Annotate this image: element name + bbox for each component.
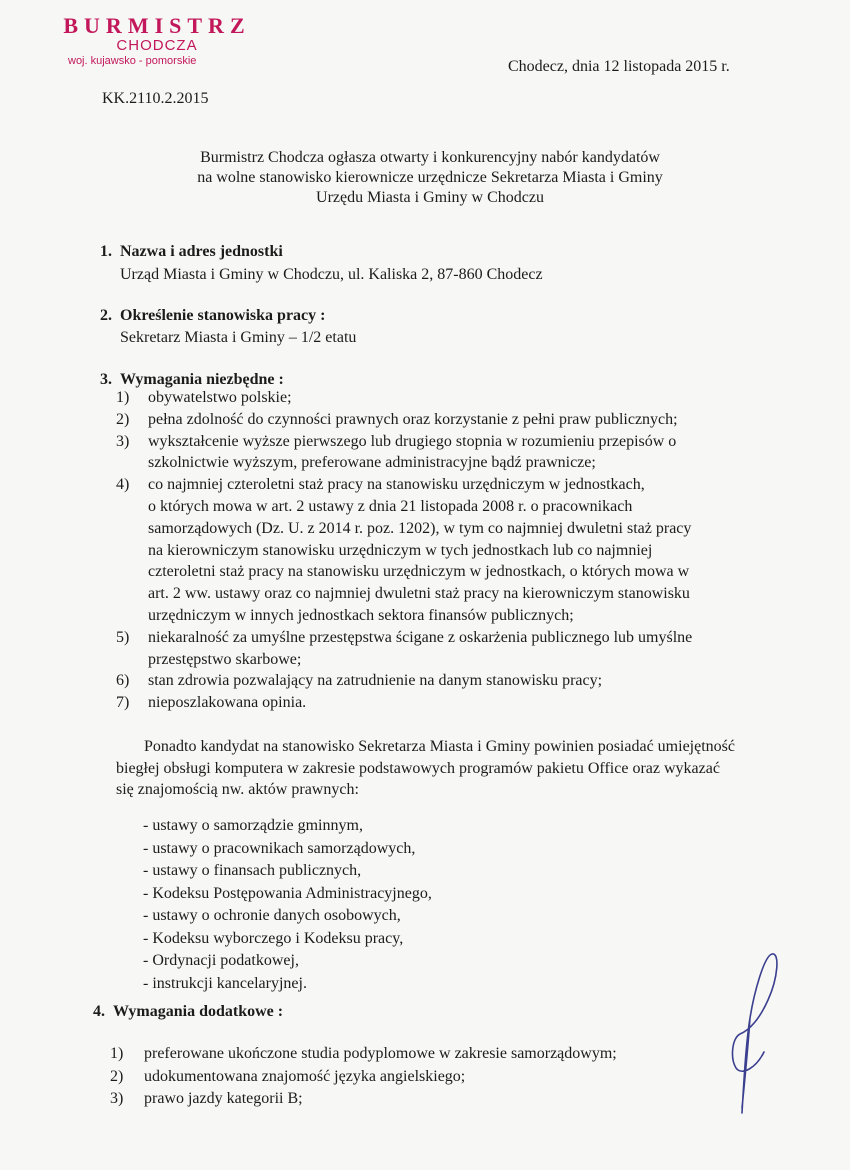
section-position <box>100 306 740 348</box>
list-item <box>116 670 736 692</box>
item-line: urzędniczym w innych jednostkach sektora finansów publicznych; <box>148 606 574 624</box>
item-number: 3) <box>116 432 130 450</box>
reference-number: KK.2110.2.2015 <box>102 90 209 107</box>
item-line: samorządowych (Dz. U. z 2014 r. poz. 1202), w tym co najmniej dwuletni staż pracy <box>148 519 692 537</box>
date-line: Chodecz, dnia 12 listopada 2015 r. <box>508 58 730 75</box>
item-number: 2) <box>116 410 130 428</box>
section-heading <box>100 306 740 326</box>
item-line: czteroletni staż pracy na stanowisku urzędniczym w jednostkach, o których mowa w <box>148 563 690 581</box>
item-line: szkolnictwie wyższym, preferowane administracyjne bądź prawnicze; <box>148 454 596 472</box>
section-heading-text: Wymagania dodatkowe : <box>113 1003 284 1020</box>
item-number: 3) <box>110 1090 124 1107</box>
legal-act-item: - instrukcji kancelaryjnej. <box>143 974 307 992</box>
item-line: o których mowa w art. 2 ustawy z dnia 21 listopada 2008 r. o pracownikach <box>148 497 633 515</box>
section-body: Sekretarz Miasta i Gminy – 1/2 etatu <box>120 329 357 346</box>
item-line: co najmniej czteroletni staż pracy na stanowisku urzędniczym w jednostkach, <box>148 476 645 494</box>
section-number: 1. <box>100 243 112 260</box>
item-number: 1) <box>116 389 130 406</box>
stamp-line-1: BURMISTRZ <box>63 13 251 38</box>
item-line: pełna zdolność do czynności prawnych oraz korzystanie z pełni praw publicznych; <box>148 410 678 428</box>
legal-act-item: - ustawy o samorządzie gminnym, <box>143 817 363 834</box>
list-item <box>116 627 736 671</box>
section-heading <box>100 242 740 262</box>
stamp-line-2: CHODCZA <box>116 37 198 55</box>
list-item <box>110 1043 730 1066</box>
additional-requirements-list <box>110 1043 730 1111</box>
paragraph-line: Office oraz wykazać się znajomością nw. aktów prawnych: <box>116 759 720 798</box>
list-item <box>116 431 736 475</box>
additional-paragraph <box>116 736 736 801</box>
list-item <box>116 387 736 409</box>
section-heading-text: Określenie stanowiska pracy : <box>120 307 326 324</box>
legal-act-item: - ustawy o pracownikach samorządowych, <box>143 839 416 857</box>
item-line: nieposzlakowana opinia. <box>148 694 307 712</box>
legal-act-item: - Kodeksu Postępowania Administracyjnego, <box>143 884 432 902</box>
item-number: 5) <box>116 628 130 646</box>
announcement-line: Burmistrz Chodcza ogłasza otwarty i konkurencyjny nabór kandydatów <box>200 149 660 166</box>
item-line: obywatelstwo polskie; <box>148 389 292 406</box>
handwritten-signature <box>728 948 788 1118</box>
paragraph-line: umiejętność biegłej obsługi komputera w zakresie podstawowych programów pakietu <box>116 738 735 777</box>
section-heading-text: Nazwa i adres jednostki <box>120 243 283 260</box>
item-number: 4) <box>116 476 130 494</box>
item-number: 2) <box>110 1067 124 1085</box>
list-item <box>110 1088 730 1111</box>
item-text: prawo jazdy kategorii B; <box>144 1090 303 1107</box>
section-additional-requirements <box>93 1002 733 1022</box>
legal-act-item: - Ordynacji podatkowej, <box>143 952 299 969</box>
legal-acts-list <box>143 815 643 995</box>
item-line: przestępstwo skarbowe; <box>148 650 302 668</box>
item-line: na kierowniczym stanowisku urzędniczym w tych jednostkach lub co najmniej <box>148 541 653 559</box>
section-body: Urząd Miasta i Gminy w Chodczu, ul. Kaliska 2, 87-860 Chodecz <box>120 266 543 283</box>
announcement-line: Urzędu Miasta i Gminy w Chodczu <box>316 189 544 206</box>
item-text: udokumentowana znajomość języka angielskiego; <box>144 1067 466 1085</box>
list-item <box>110 1066 730 1089</box>
section-number: 2. <box>100 307 112 324</box>
official-stamp <box>52 14 262 67</box>
item-number: 7) <box>116 694 130 712</box>
stamp-line-3: woj. kujawsko - pomorskie <box>68 54 197 67</box>
legal-act-item: - ustawy o finansach publicznych, <box>143 862 362 879</box>
paragraph-line: Ponadto kandydat na stanowisko Sekretarza Miasta i Gminy powinien posiadać <box>144 738 654 755</box>
legal-act-item: - Kodeksu wyborczego i Kodeksu pracy, <box>143 929 404 947</box>
section-number: 3. <box>100 371 112 388</box>
item-number: 1) <box>110 1045 124 1062</box>
legal-act-item: - ustawy o ochronie danych osobowych, <box>143 907 401 924</box>
section-unit-name <box>100 242 740 285</box>
section-number: 4. <box>93 1003 105 1020</box>
announcement-title <box>120 148 740 208</box>
requirements-list <box>116 387 736 714</box>
item-line: niekaralność za umyślne przestępstwa ścigane z oskarżenia publicznego lub umyślne <box>148 628 693 646</box>
item-number: 6) <box>116 672 130 690</box>
item-line: wykształcenie wyższe pierwszego lub drugiego stopnia w rozumieniu przepisów o <box>148 432 677 450</box>
item-line: stan zdrowia pozwalający na zatrudnienie na danym stanowisku pracy; <box>148 672 603 690</box>
item-text: preferowane ukończone studia podyplomowe w zakresie samorządowym; <box>144 1045 617 1062</box>
list-item <box>116 474 736 627</box>
section-heading <box>93 1002 733 1022</box>
announcement-line: na wolne stanowisko kierownicze urzędnicze Sekretarza Miasta i Gminy <box>197 169 663 186</box>
list-item <box>116 409 736 431</box>
section-heading-text: Wymagania niezbędne : <box>120 371 284 388</box>
list-item <box>116 692 736 714</box>
item-line: art. 2 ww. ustawy oraz co najmniej dwuletni staż pracy na kierowniczym stanowisku <box>148 585 690 603</box>
